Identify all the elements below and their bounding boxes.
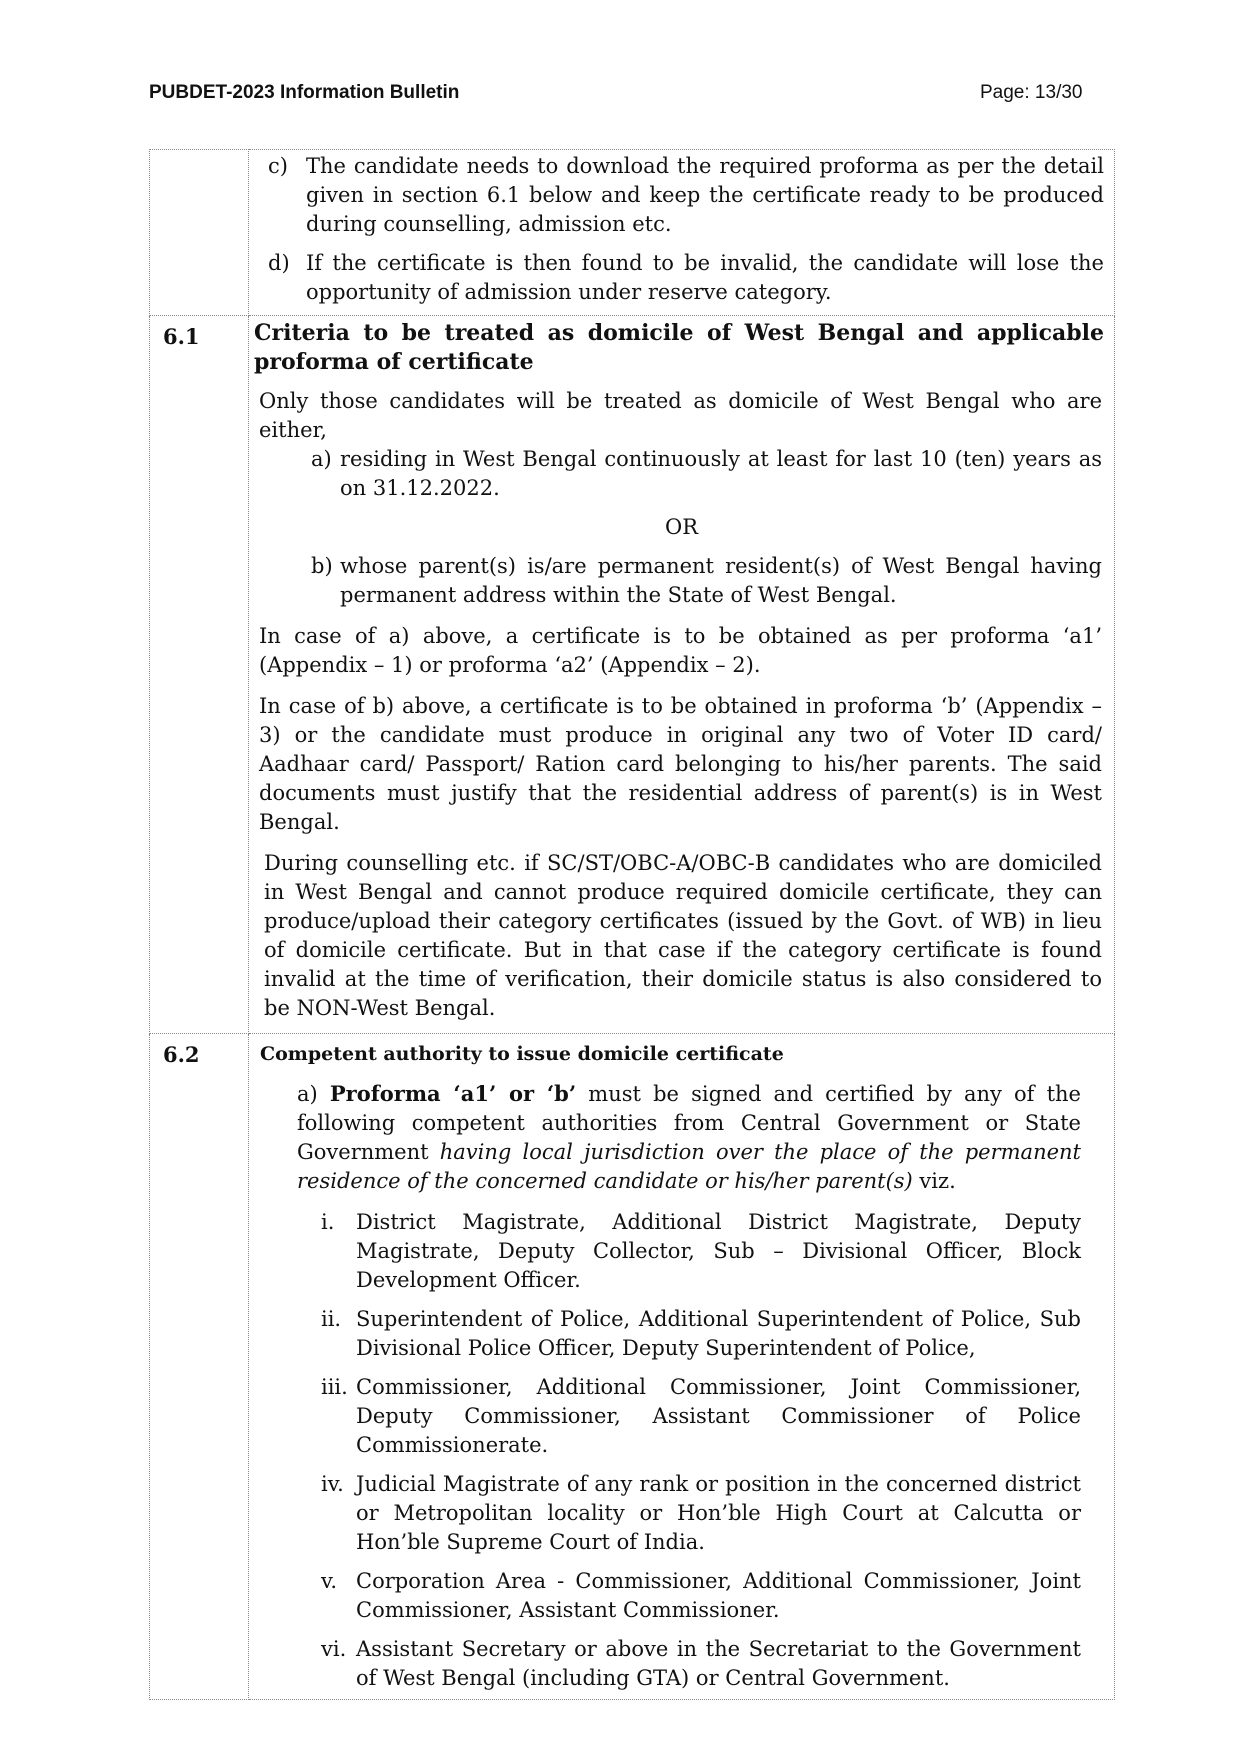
paragraph-text: must be signed and certified by any of the following competent authorities from Central Government or State Government [297,1082,1081,1164]
continued-cell [249,150,1115,316]
item-text: Superintendent of Police, Additional Superintendent of Police, Sub Divisional Police Officer, Deputy Superintendent of Police, [356,1307,1081,1360]
list-item [321,1373,1081,1460]
paragraph: During counselling etc. if SC/ST/OBC-A/OBC-B candidates who are domiciled in West Bengal and cannot produce required domicile certificate, they can produce/upload their category certificates (issued by the Govt. of WB) in lieu of domicile certificate. But in that case if the category certificate is found invalid at the time of verification, their domicile status is also considered to be NON-West Bengal. [264,851,1102,1020]
item-text: If the certificate is then found to be invalid, the candidate will lose the opportunity of admission under reserve category. [306,251,1104,304]
item-marker: d) [268,251,290,275]
item-text: Assistant Secretary or above in the Secretariat to the Government of West Bengal (including GTA) or Central Government. [356,1637,1081,1690]
item-marker: iii. [321,1375,348,1399]
section-title: Competent authority to issue domicile certificate [260,1043,784,1065]
item-marker: ii. [321,1307,342,1331]
page-number: Page: 13/30 [980,82,1083,103]
item-marker: iv. [321,1472,344,1496]
list-item [321,1635,1081,1693]
bulletin-title: PUBDET-2023 Information Bulletin [149,82,460,103]
paragraph-text: viz. [912,1169,956,1193]
table-row [150,150,1115,316]
item-text: Corporation Area - Commissioner, Additional Commissioner, Joint Commissioner, Assistant Commissioner. [356,1569,1081,1622]
item-text: The candidate needs to download the required proforma as per the detail given in section 6.1 below and keep the certificate ready to be produced during counselling, admission etc. [306,154,1104,236]
bold-text: Proforma ‘a1’ or ‘b’ [329,1081,577,1106]
list-item [321,1305,1081,1363]
section-6-2-cell [249,1034,1115,1700]
item-text: Commissioner, Additional Commissioner, Joint Commissioner, Deputy Commissioner, Assistant Commissioner of Police Commissionerate. [356,1375,1081,1457]
section-title: Criteria to be treated as domicile of West Bengal and applicable proforma of certificate [254,320,1104,375]
paragraph: In case of a) above, a certificate is to be obtained as per proforma ‘a1’ (Appendix – 1) or proforma ‘a2’ (Appendix – 2). [259,624,1102,677]
list-item [321,1470,1081,1557]
authority-list [249,1208,1114,1693]
item-marker: i. [321,1210,335,1234]
table-row [150,316,1115,1034]
item-marker: a) [297,1082,318,1106]
item-text: Judicial Magistrate of any rank or position in the concerned district or Metropolitan locality or Hon’ble High Court at Calcutta or Hon’ble Supreme Court of India. [356,1472,1081,1554]
item-marker: a) [311,447,332,471]
section-number: 6.1 [150,316,249,1034]
item-marker: b) [311,554,333,578]
intro-paragraph: Only those candidates will be treated as domicile of West Bengal who are either, [259,389,1102,442]
list-item [249,552,1114,610]
item-marker: v. [321,1569,338,1593]
table-row [150,1034,1115,1700]
list-item [249,152,1114,239]
or-separator: OR [664,515,699,539]
content-table [149,149,1115,1700]
item-text: residing in West Bengal continuously at least for last 10 (ten) years as on 31.12.2022. [340,447,1102,500]
item-marker: c) [268,154,288,178]
italic-text: having local jurisdiction over the place of the permanent residence of the concerned candidate or his/her parent(s) [297,1140,1081,1193]
item-text: District Magistrate, Additional District Magistrate, Deputy Magistrate, Deputy Collector, Sub – Divisional Officer, Block Development Officer. [356,1210,1081,1292]
list-item [321,1567,1081,1625]
list-item [321,1208,1081,1295]
item-text: whose parent(s) is/are permanent resident(s) of West Bengal having permanent address within the State of West Bengal. [340,554,1102,607]
section-number-cell [150,150,249,316]
item-marker: vi. [321,1637,347,1661]
list-item [249,445,1114,503]
section-6-1-cell [249,316,1115,1034]
paragraph: In case of b) above, a certificate is to be obtained in proforma ‘b’ (Appendix – 3) or the candidate must produce in original any two of Voter ID card/ Aadhaar card/ Passport/ Ration card belonging to his/her parents. The said documents must justify that the residential address of parent(s) is in West Bengal. [259,694,1102,834]
paragraph [249,1079,1114,1196]
section-number: 6.2 [150,1034,249,1700]
list-item [249,249,1114,307]
